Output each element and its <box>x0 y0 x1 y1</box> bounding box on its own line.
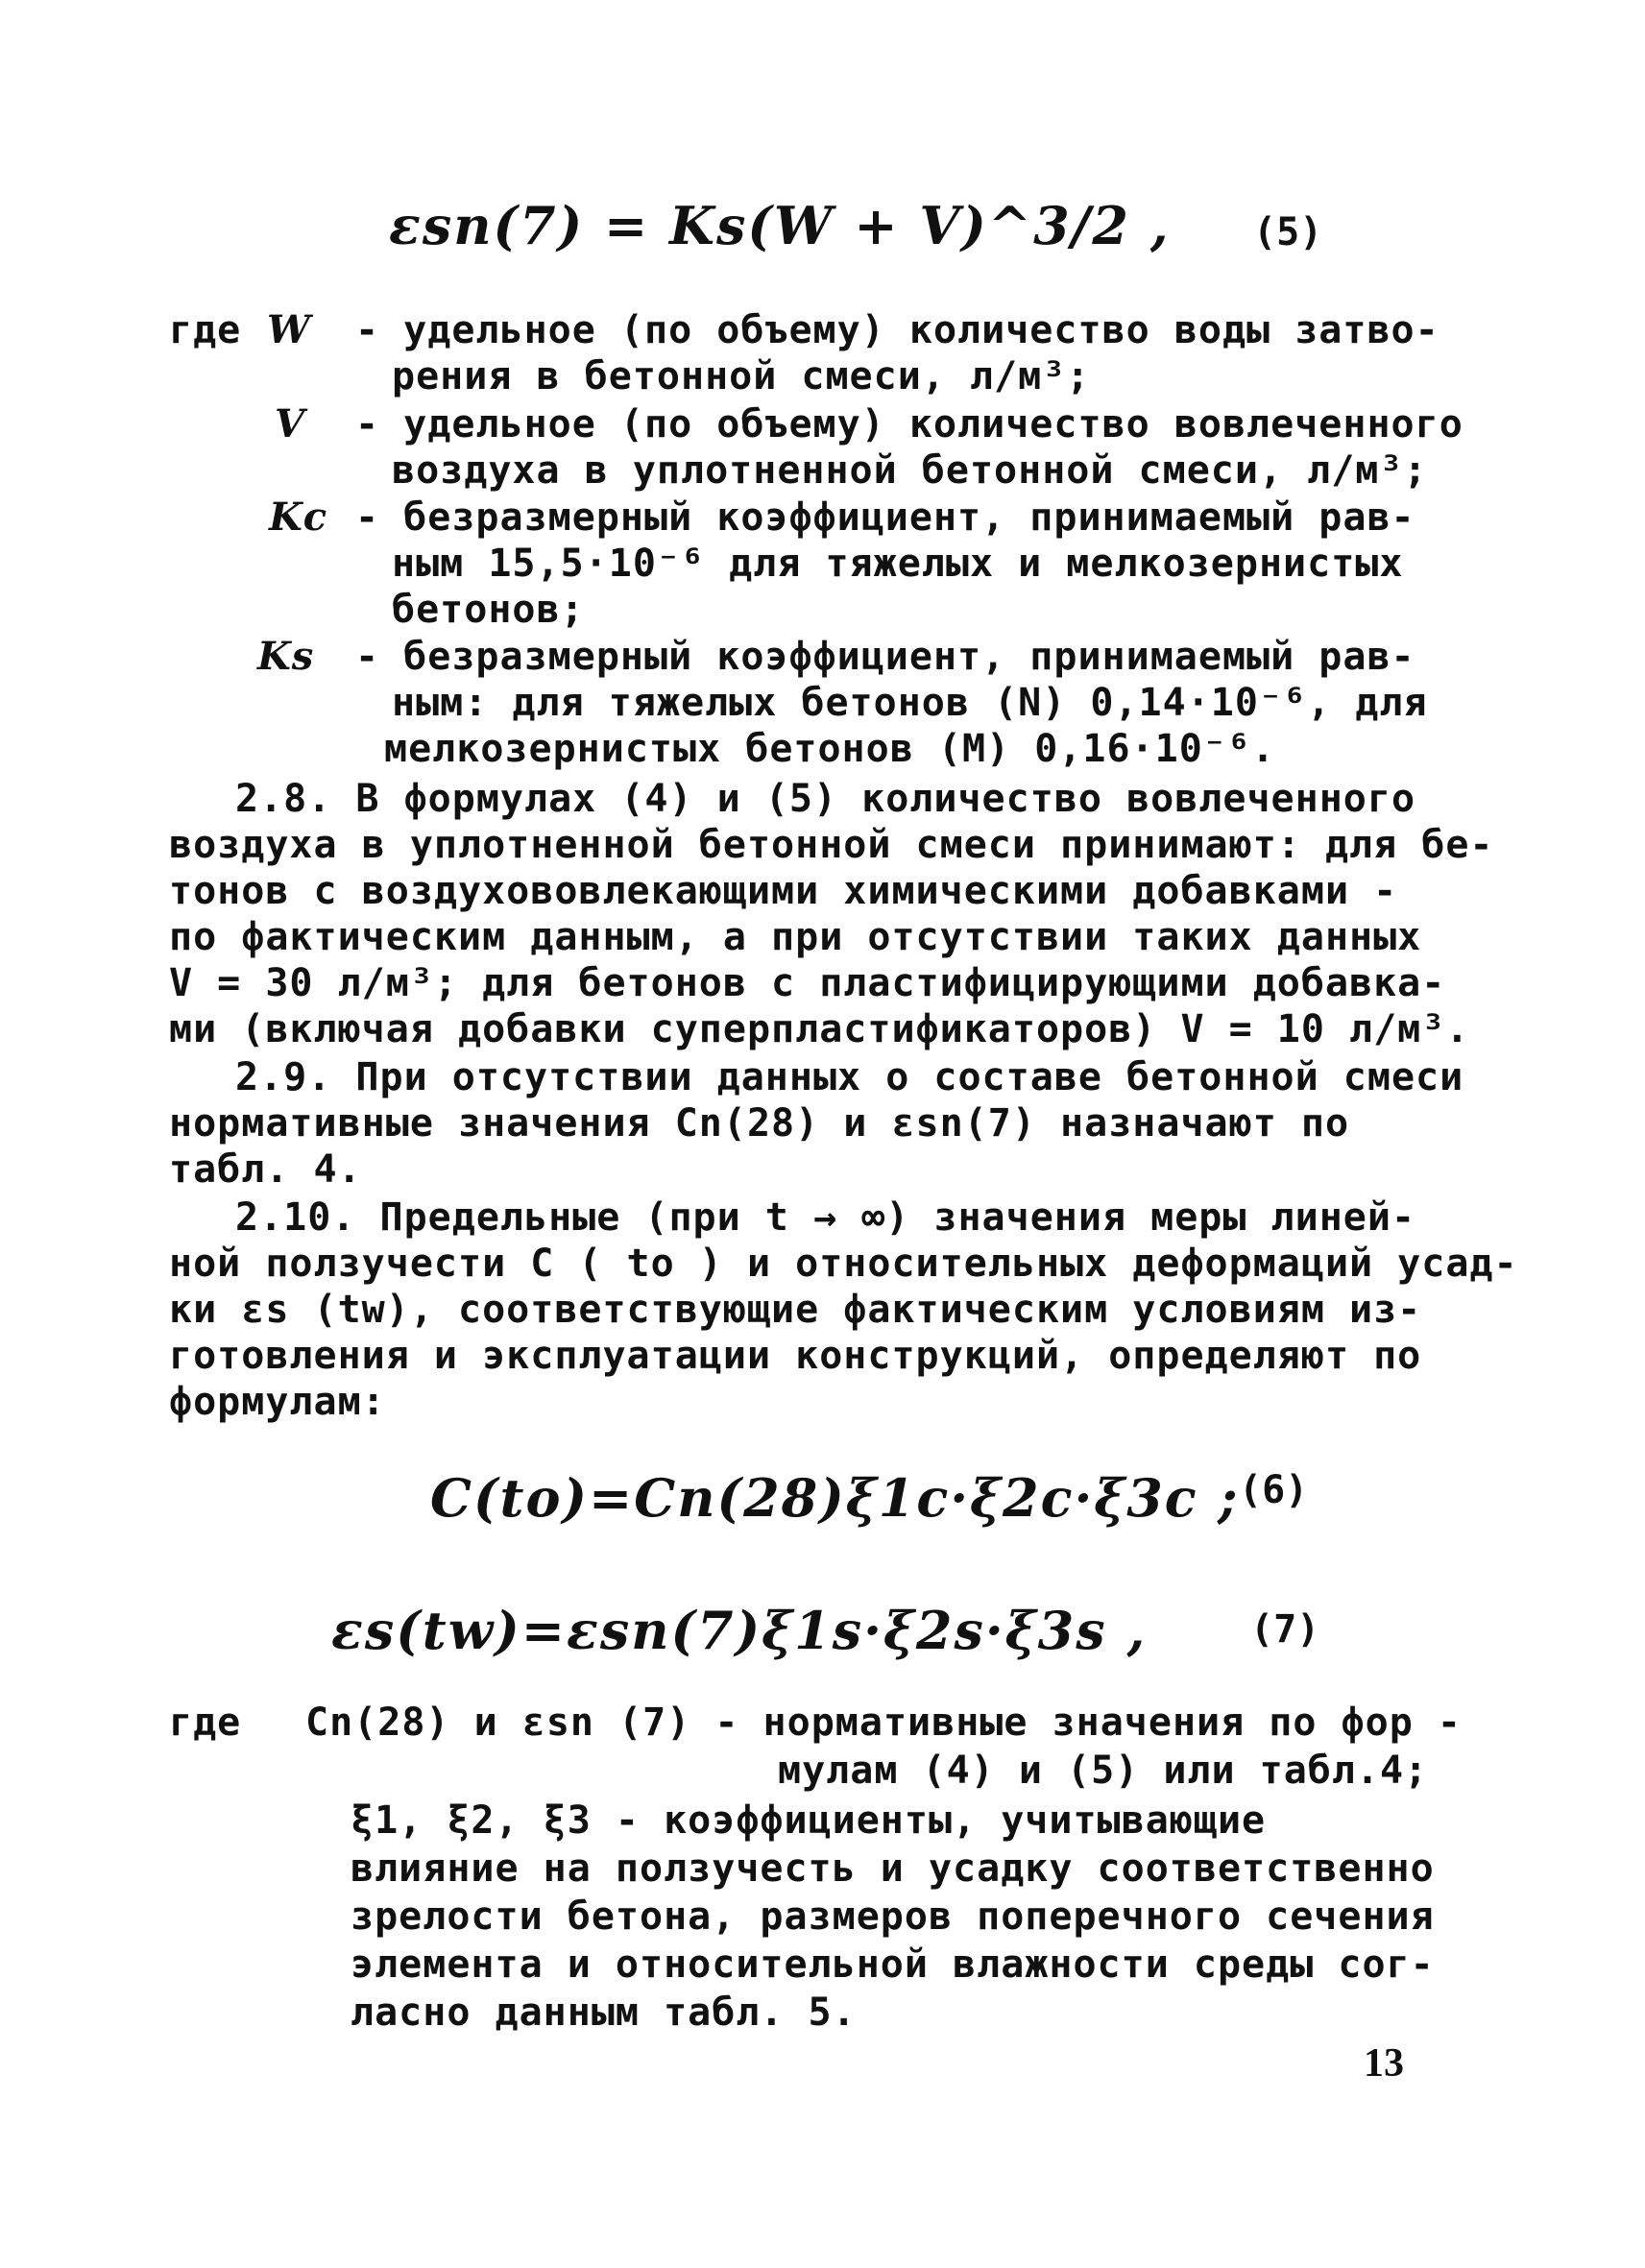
where-label: где <box>169 308 242 352</box>
page-number: 13 <box>1364 2041 1404 2086</box>
p28-line-4: по фактическим данным, а при отсутствии таких данных <box>169 915 1422 959</box>
where2-line-5: зрелости бетона, размеров поперечного сечения <box>351 1894 1435 1939</box>
where2-line-4: влияние на ползучесть и усадку соответственно <box>351 1846 1435 1891</box>
formula-5: εsn(7) = Ks(W + V)^3/2 , <box>389 195 1171 256</box>
formula-5-number: (5) <box>1253 210 1323 254</box>
def-w-line-2: рения в бетонной смеси, л/м³; <box>392 354 1091 398</box>
def-term-kc: Kc <box>269 495 328 540</box>
def-term-w: W <box>267 307 311 352</box>
formula-6: C(to)=Cn(28)ξ1c·ξ2c·ξ3c ; <box>430 1467 1240 1529</box>
p28-line-5: V = 30 л/м³; для бетонов с пластифицирующими добавка- <box>169 961 1446 1005</box>
where2-line-3: ξ1, ξ2, ξ3 - коэффициенты, учитывающие <box>351 1798 1267 1843</box>
formula-6-number: (6) <box>1239 1468 1309 1512</box>
p29-line-3: табл. 4. <box>169 1147 362 1192</box>
p28-line-1: 2.8. В формулах (4) и (5) количество вовлеченного <box>235 777 1416 821</box>
p210-line-1: 2.10. Предельные (при t → ∞) значения меры линей- <box>235 1195 1416 1240</box>
def-w-line-1: - удельное (по объему) количество воды затво- <box>355 308 1439 352</box>
where2-label: где <box>169 1701 242 1745</box>
p210-line-3: ки εs (tw), соответствующие фактическим условиям из- <box>169 1288 1422 1332</box>
def-kc-line-3: бетонов; <box>392 588 585 632</box>
p29-line-1: 2.9. При отсутствии данных о составе бетонной смеси <box>235 1055 1464 1099</box>
formula-7: εs(tw)=εsn(7)ξ1s·ξ2s·ξ3s , <box>331 1600 1148 1661</box>
where2-line-2: мулам (4) и (5) или табл.4; <box>778 1749 1429 1793</box>
p28-line-3: тонов с воздухововлекающими химическими добавками - <box>169 869 1398 913</box>
formula-7-number: (7) <box>1250 1607 1320 1652</box>
p210-line-4: готовления и эксплуатации конструкций, определяют по <box>169 1334 1422 1378</box>
p28-line-6: ми (включая добавки суперпластификаторов) V = 10 л/м³. <box>169 1007 1470 1051</box>
def-kc-line-1: - безразмерный коэффициент, принимаемый рав- <box>355 495 1415 540</box>
p210-line-5: формулам: <box>169 1380 386 1424</box>
where2-line-7: ласно данным табл. 5. <box>351 1991 857 2035</box>
where2-line-6: элемента и относительной влажности среды сог- <box>351 1942 1435 1987</box>
def-v-line-2: воздуха в уплотненной бетонной смеси, л/м³; <box>392 448 1428 493</box>
def-kc-line-2: ным 15,5·10⁻⁶ для тяжелых и мелкозернистых <box>392 542 1404 586</box>
def-ks-line-3: мелкозернистых бетонов (M) 0,16·10⁻⁶. <box>384 727 1276 771</box>
def-v-line-1: - удельное (по объему) количество вовлеченного <box>355 402 1464 446</box>
p29-line-2: нормативные значения Cn(28) и εsn(7) назначают по <box>169 1101 1350 1146</box>
p210-line-2: ной ползучести C ( to ) и относительных деформаций усад- <box>169 1242 1518 1286</box>
where2-line-1: Cn(28) и εsn (7) - нормативные значения по фор - <box>305 1701 1462 1745</box>
def-ks-line-1: - безразмерный коэффициент, принимаемый рав- <box>355 635 1415 679</box>
p28-line-2: воздуха в уплотненной бетонной смеси принимают: для бе- <box>169 823 1494 867</box>
def-term-ks: Ks <box>257 634 315 679</box>
def-ks-line-2: ным: для тяжелых бетонов (N) 0,14·10⁻⁶, для <box>392 681 1428 725</box>
def-term-v: V <box>275 401 306 446</box>
